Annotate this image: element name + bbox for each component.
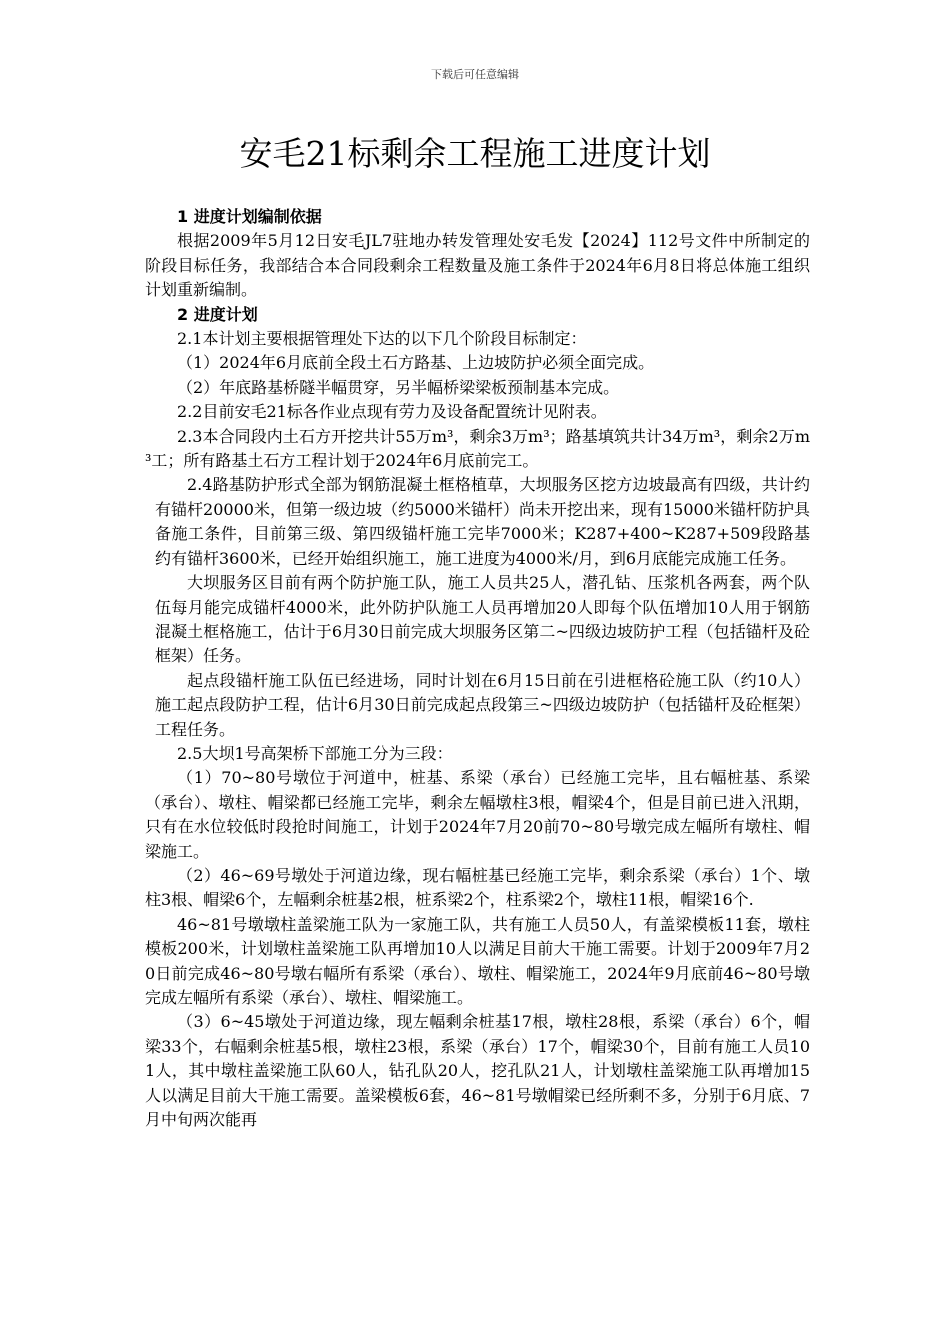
section-heading: 1 进度计划编制依据 [177,207,322,226]
body-paragraph: （2）年底路基桥隧半幅贯穿，另半幅桥梁梁板预制基本完成。 [177,377,620,397]
body-paragraph: （2）46~69号墩处于河道边缘，现右幅桩基已经施工完毕，剩余系梁（承台）1个、墩柱3根、帽梁6个，左幅剩余桩基2根，桩系梁2个，柱系梁2个，墩柱11根，帽梁16个. [145,865,810,910]
body-paragraph: 起点段锚杆施工队伍已经进场，同时计划在6月15日前在引进框格砼施工队（约10人）施工起点段防护工程，估计6月30日前完成起点段第三~四级边坡防护（包括锚杆及砼框架）工程任务。 [155,670,810,739]
body-paragraph: 2.1本计划主要根据管理处下达的以下几个阶段目标制定： [177,329,587,349]
body-paragraph: 46~81号墩墩柱盖梁施工队为一家施工队，共有施工人员50人，有盖梁模板11套，墩柱模板200米，计划墩柱盖梁施工队再增加10人以满足目前大干施工需要。计划于2009年7月20日前完成46~80号墩右幅所有系梁（承台）、墩柱、帽梁施工，2024年9月底前46~80号墩完成左幅所有系梁（承台）、墩柱、帽梁施工。 [145,914,810,1007]
body-paragraph: 2.5大坝1号高架桥下部施工分为三段： [177,743,453,763]
body-paragraph: （1）70~80号墩位于河道中，桩基、系梁（承台）已经施工完毕，且右幅桩基、系梁（承台）、墩柱、帽梁都已经施工完毕，剩余左幅墩柱3根，帽梁4个，但是目前已进入汛期，只有在水位较低时段抢时间施工，计划于2024年7月20前70~80号墩完成左幅所有墩柱、帽梁施工。 [145,768,810,861]
body-paragraph: 2.4路基防护形式全部为钢筋混凝土框格植草，大坝服务区挖方边坡最高有四级，共计约有锚杆20000米，但第一级边坡（约5000米锚杆）尚未开挖出来，现有15000米锚杆防护具备施工条件，目前第三级、第四级锚杆施工完毕7000米；K287+400~K287+509段路基约有锚杆3600米，已经开始组织施工，施工进度为4000米/月，到6月底能完成施工任务。 [155,475,810,568]
body-paragraph: 根据2009年5月12日安毛JL7驻地办转发管理处安毛发【2024】112号文件中所制定的阶段目标任务，我部结合本合同段剩余工程数量及施工条件于2024年6月8日将总体施工组织计划重新编制。 [145,231,810,300]
document-title: 安毛21标剩余工程施工进度计划 [239,134,711,173]
body-paragraph: 2.3本合同段内土石方开挖共计55万m³，剩余3万m³；路基填筑共计34万m³，剩余2万m³工；所有路基土石方工程计划于2024年6月底前完工。 [145,426,810,471]
body-paragraph: 2.2目前安毛21标各作业点现有劳力及设备配置统计见附表。 [177,402,607,422]
body-paragraph: （1）2024年6月底前全段土石方路基、上边坡防护必须全面完成。 [177,353,655,373]
body-paragraph: 大坝服务区目前有两个防护施工队，施工人员共25人，潜孔钻、压浆机各两套，两个队伍每月能完成锚杆4000米，此外防护队施工人员再增加20人即每个队伍增加10人用于钢筋混凝土框格施工，估计于6月30日前完成大坝服务区第二~四级边坡防护工程（包括锚杆及砼框架）任务。 [155,573,810,666]
document-body [145,205,810,1132]
header-note: 下载后可任意编辑 [431,68,519,81]
body-paragraph: （3）6~45墩处于河道边缘，现左幅剩余桩基17根，墩柱28根，系梁（承台）6个，帽梁33个，右幅剩余桩基5根，墩柱23根，系梁（承台）17个，帽梁30个，目前有施工人员101人，其中墩柱盖梁施工队60人，钻孔队20人，挖孔队21人，计划墩柱盖梁施工队再增加15人以满足目前大干施工需要。盖梁模板6套，46~81号墩帽梁已经所剩不多，分别于6月底、7月中旬两次能再 [145,1012,810,1130]
section-heading: 2 进度计划 [177,304,258,324]
